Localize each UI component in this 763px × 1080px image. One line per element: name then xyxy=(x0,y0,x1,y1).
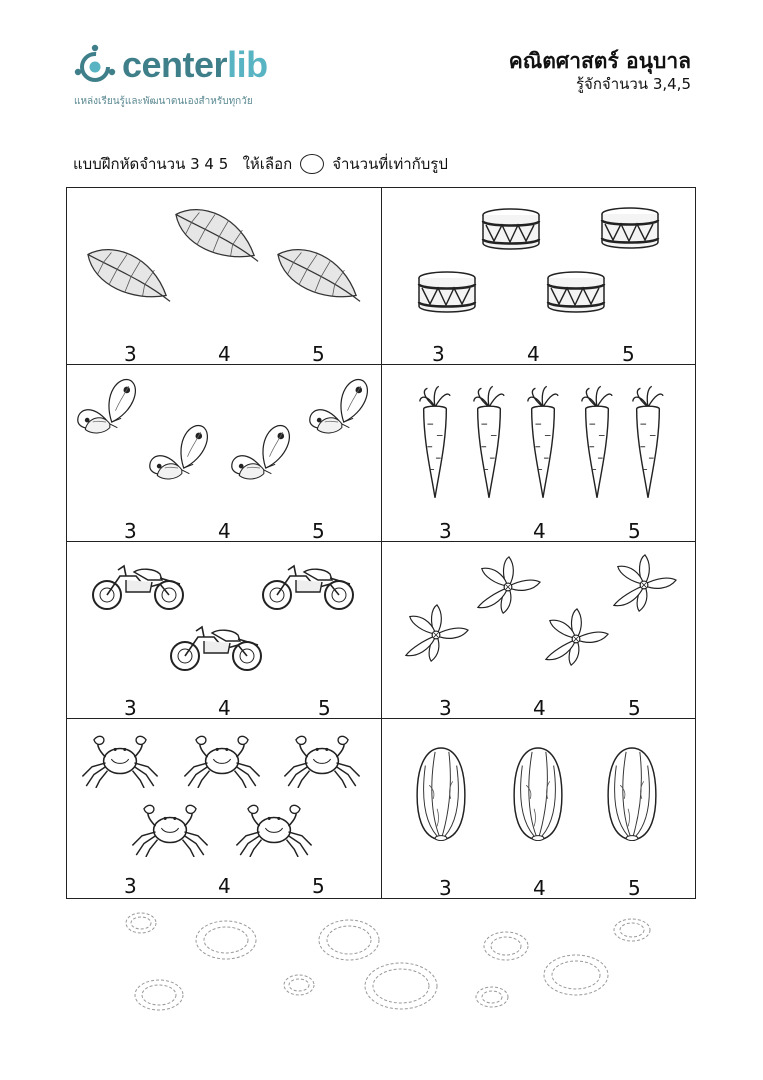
subject-title: คณิตศาสตร์ อนุบาล xyxy=(508,49,691,73)
choice-number[interactable]: 5 xyxy=(318,696,331,720)
cabbage-icon xyxy=(413,746,469,844)
choice-number[interactable]: 4 xyxy=(218,519,231,543)
grid-divider-row-1 xyxy=(66,364,696,365)
choice-number[interactable]: 3 xyxy=(124,696,137,720)
choice-number[interactable]: 4 xyxy=(533,876,546,900)
crab-icon xyxy=(76,734,164,788)
drum-icon xyxy=(416,270,478,314)
choice-number[interactable]: 3 xyxy=(439,876,452,900)
choice-number[interactable]: 5 xyxy=(622,342,635,366)
carrot-icon xyxy=(580,385,614,501)
choice-number[interactable]: 4 xyxy=(218,874,231,898)
choice-number[interactable]: 4 xyxy=(218,342,231,366)
choice-number[interactable]: 4 xyxy=(218,696,231,720)
worksheet-header xyxy=(509,48,691,94)
brand-name xyxy=(122,44,268,86)
instruction-line xyxy=(73,152,448,176)
choice-number[interactable]: 3 xyxy=(124,874,137,898)
leaf-icon xyxy=(274,243,362,305)
choice-number[interactable]: 5 xyxy=(312,874,325,898)
decorative-bubbles xyxy=(0,900,763,1080)
carrot-icon xyxy=(526,385,560,501)
choice-number[interactable]: 4 xyxy=(533,696,546,720)
flower-icon xyxy=(610,554,678,614)
choice-number[interactable]: 3 xyxy=(439,519,452,543)
choice-number[interactable]: 5 xyxy=(312,519,325,543)
choice-number[interactable]: 5 xyxy=(628,696,641,720)
carrot-icon xyxy=(472,385,506,501)
motorcycle-icon xyxy=(90,562,186,612)
choice-number[interactable]: 3 xyxy=(432,342,445,366)
cabbage-icon xyxy=(510,746,566,844)
choice-number[interactable]: 3 xyxy=(124,342,137,366)
carrot-icon xyxy=(631,385,665,501)
grid-divider-row-3 xyxy=(66,718,696,719)
choice-number[interactable]: 5 xyxy=(628,876,641,900)
circle-icon xyxy=(300,154,324,174)
choice-number[interactable]: 3 xyxy=(124,519,137,543)
flower-icon xyxy=(402,604,470,664)
instruction-text-after: จำนวนที่เท่ากับรูป xyxy=(332,155,448,173)
butterfly-icon xyxy=(74,374,140,438)
choice-number[interactable]: 4 xyxy=(527,342,540,366)
crab-icon xyxy=(126,803,214,857)
butterfly-icon xyxy=(146,420,212,484)
butterfly-icon xyxy=(228,420,294,484)
choice-number[interactable]: 4 xyxy=(533,519,546,543)
motorcycle-icon xyxy=(260,562,356,612)
leaf-icon xyxy=(84,243,172,305)
flower-icon xyxy=(474,556,542,616)
butterfly-icon xyxy=(306,374,372,438)
flower-icon xyxy=(542,608,610,668)
grid-divider-row-2 xyxy=(66,541,696,542)
brand-tagline: แหล่งเรียนรู้และพัฒนาตนเองสำหรับทุกวัย xyxy=(74,96,253,107)
cabbage-icon xyxy=(604,746,660,844)
logo-molecule-icon xyxy=(72,42,118,88)
crab-icon xyxy=(230,803,318,857)
leaf-icon xyxy=(172,203,260,265)
carrot-icon xyxy=(418,385,452,501)
drum-icon xyxy=(599,206,661,250)
drum-icon xyxy=(480,207,542,251)
brand-name-part1: center xyxy=(122,44,228,85)
motorcycle-icon xyxy=(168,623,264,673)
brand-name-part2: lib xyxy=(227,44,268,85)
choice-number[interactable]: 5 xyxy=(312,342,325,366)
crab-icon xyxy=(278,734,366,788)
choice-number[interactable]: 3 xyxy=(439,696,452,720)
grid-divider-vertical xyxy=(381,187,382,899)
instruction-text-before: แบบฝึกหัดจำนวน 3 4 5 ให้เลือก xyxy=(73,155,293,173)
choice-number[interactable]: 5 xyxy=(628,519,641,543)
topic-title: รู้จักจำนวน 3,4,5 xyxy=(575,75,691,93)
crab-icon xyxy=(178,734,266,788)
brand-logo xyxy=(72,40,312,110)
drum-icon xyxy=(545,270,607,314)
